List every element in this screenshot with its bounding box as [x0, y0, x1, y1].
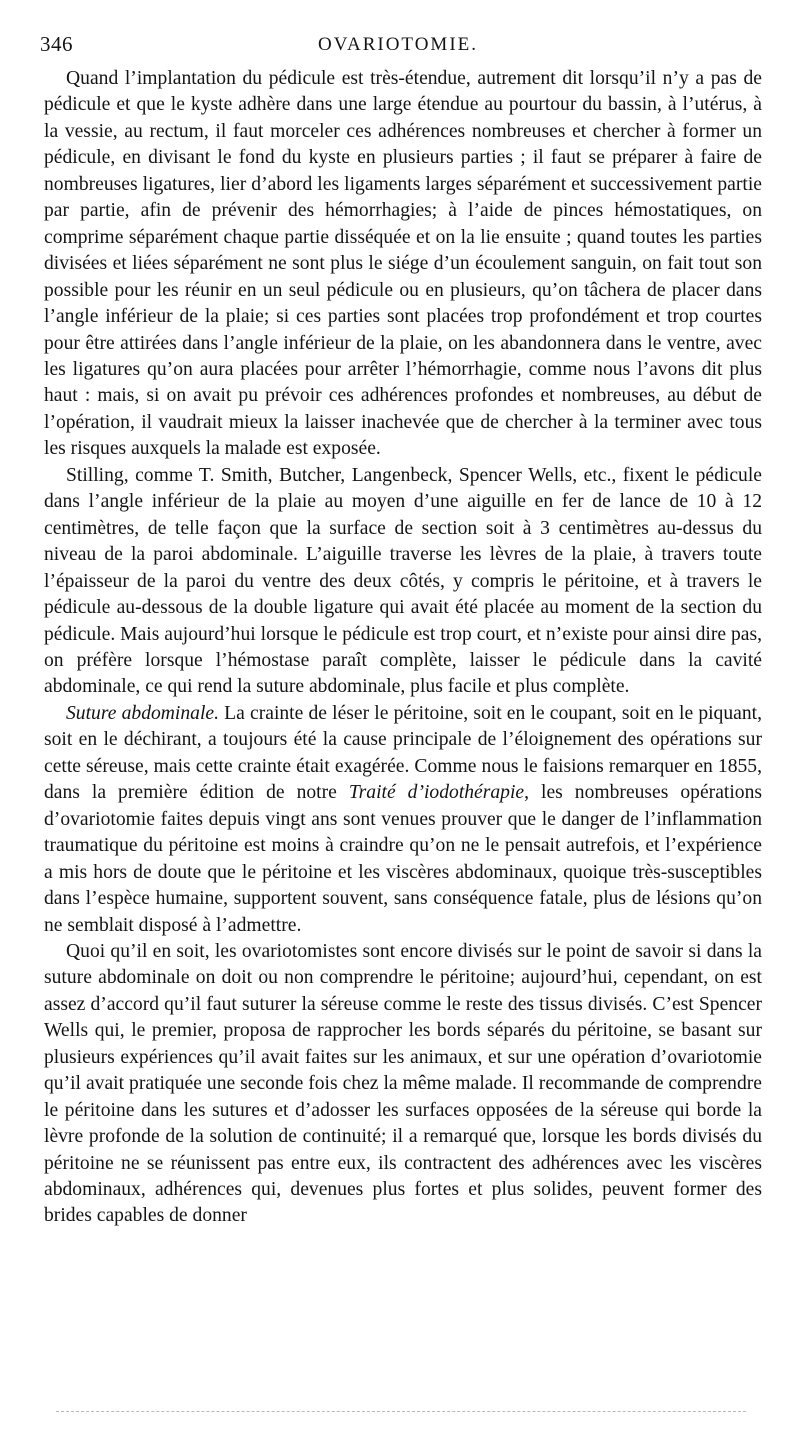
book-title-italic: Traité d’iodothérapie	[348, 782, 525, 804]
paragraph-4: Quoi qu’il en soit, les ovariotomistes sont encore divisés sur le point de savoir si dans la suture abdominale on doit ou non comprendre le péritoine; aujourd’hui, cependant, on est assez d’accord qu’il faut suturer la séreuse comme le reste des tissus divisés. C’est Spencer Wells qui, le premier, proposa de rapprocher les bords séparés du péritoine, se basant sur plusieurs expériences qu’il avait faites sur les animaux, et sur une opération d’ovariotomie qu’il avait pratiquée une seconde fois chez la même malade. Il recommande de comprendre le péritoine dans les sutures et d’adosser les surfaces opposées de la séreuse qui borde la lèvre profonde de la solution de continuité; il a remarqué que, lorsque les bords divisés du péritoine ne se réunissent pas entre eux, ils contractent des adhérences avec les viscères abdominaux, adhérences qui, devenues plus fortes et plus solides, peuvent former des brides capables de donner	[44, 940, 762, 1227]
paragraph-3-text: La crainte de léser le péritoine, soit en le coupant, soit en le piquant, soit en le déchirant, a toujours été la cause principale de l’éloignement des opérations sur cette séreuse, mais cette crainte était exagérée. Comme nous le faisions remarquer en 1855, dans la première édition de notre	[44, 702, 762, 804]
page-number: 346	[40, 32, 73, 56]
paragraph-3	[44, 701, 762, 939]
section-heading-italic: Suture abdominale.	[66, 702, 220, 724]
paragraph-2: Stilling, comme T. Smith, Butcher, Langenbeck, Spencer Wells, etc., fixent le pédicule dans l’angle inférieur de la plaie au moyen d’une aiguille en fer de lance de 10 à 12 centimètres, de telle façon que la surface de section soit à 3 centimètres au-dessus du niveau de la paroi abdominale. L’aiguille traverse les lèvres de la plaie, à travers toute l’épaisseur de la paroi du ventre des deux côtés, y compris le péritoine, et à travers le pédicule au-dessous de la double ligature qui avait été placée au moment de la section du pédicule. Mais aujourd’hui lorsque le pédicule est trop court, et n’existe pour ainsi dire pas, on préfère lorsque l’hémostase paraît complète, laisser le pédicule dans la cavité abdominale, ce qui rend la suture abdominale, plus facile et plus complète.	[44, 464, 762, 698]
body-text	[44, 66, 762, 1230]
running-head	[40, 32, 756, 58]
paragraph-1: Quand l’implantation du pédicule est très-étendue, autrement dit lorsqu’il n’y a pas de pédicule et que le kyste adhère dans une large étendue au pourtour du bassin, à l’utérus, à la vessie, au rectum, il faut morceler ces adhérences nombreuses et chercher à former un pédicule, en divisant le fond du kyste en plusieurs parties ; il faut se préparer à faire de nombreuses ligatures, lier d’abord les ligaments larges séparément et successivement partie par partie, afin de prévenir des hémorrhagies; à l’aide de pinces hémostatiques, on comprime séparément chaque partie disséquée et on la lie ensuite ; quand toutes les parties divisées et liées séparément ne sont plus le siége d’un écoulement sanguin, on fait tout son possible pour les réunir en un seul pédicule ou en plusieurs, qu’on tâchera de placer dans l’angle inférieur de la plaie; si ces parties sont placées trop profondément et trop courtes pour être attirées dans l’angle inférieur de la plaie, on les abandonnera dans le ventre, avec les ligatures qu’on aura placées pour arrêter l’hémorrhagie, comme nous l’avons dit plus haut : mais, si on avait pu prévoir ces adhérences profondes et nombreuses, au début de l’opération, il vaudrait mieux la laisser inachevée que de chercher à la terminer avec tous les risques auxquels la malade est exposée.	[44, 68, 762, 460]
footer-rule	[56, 1411, 746, 1412]
running-title: OVARIOTOMIE.	[318, 34, 478, 55]
paragraph-3-text-after: , les nombreuses opérations d’ovariotomie faites depuis vingt ans sont venues prouver que le danger de l’inflammation traumatique du péritoine est moins à craindre qu’on ne le pensait autrefois, et l’expérience a mis hors de doute que le péritoine et les viscères abdominaux, quoique très-susceptibles dans l’espèce humaine, supportent souvent, sans conséquence fatale, plus de lésions qu’on ne semblait disposé à l’admettre.	[44, 782, 762, 936]
